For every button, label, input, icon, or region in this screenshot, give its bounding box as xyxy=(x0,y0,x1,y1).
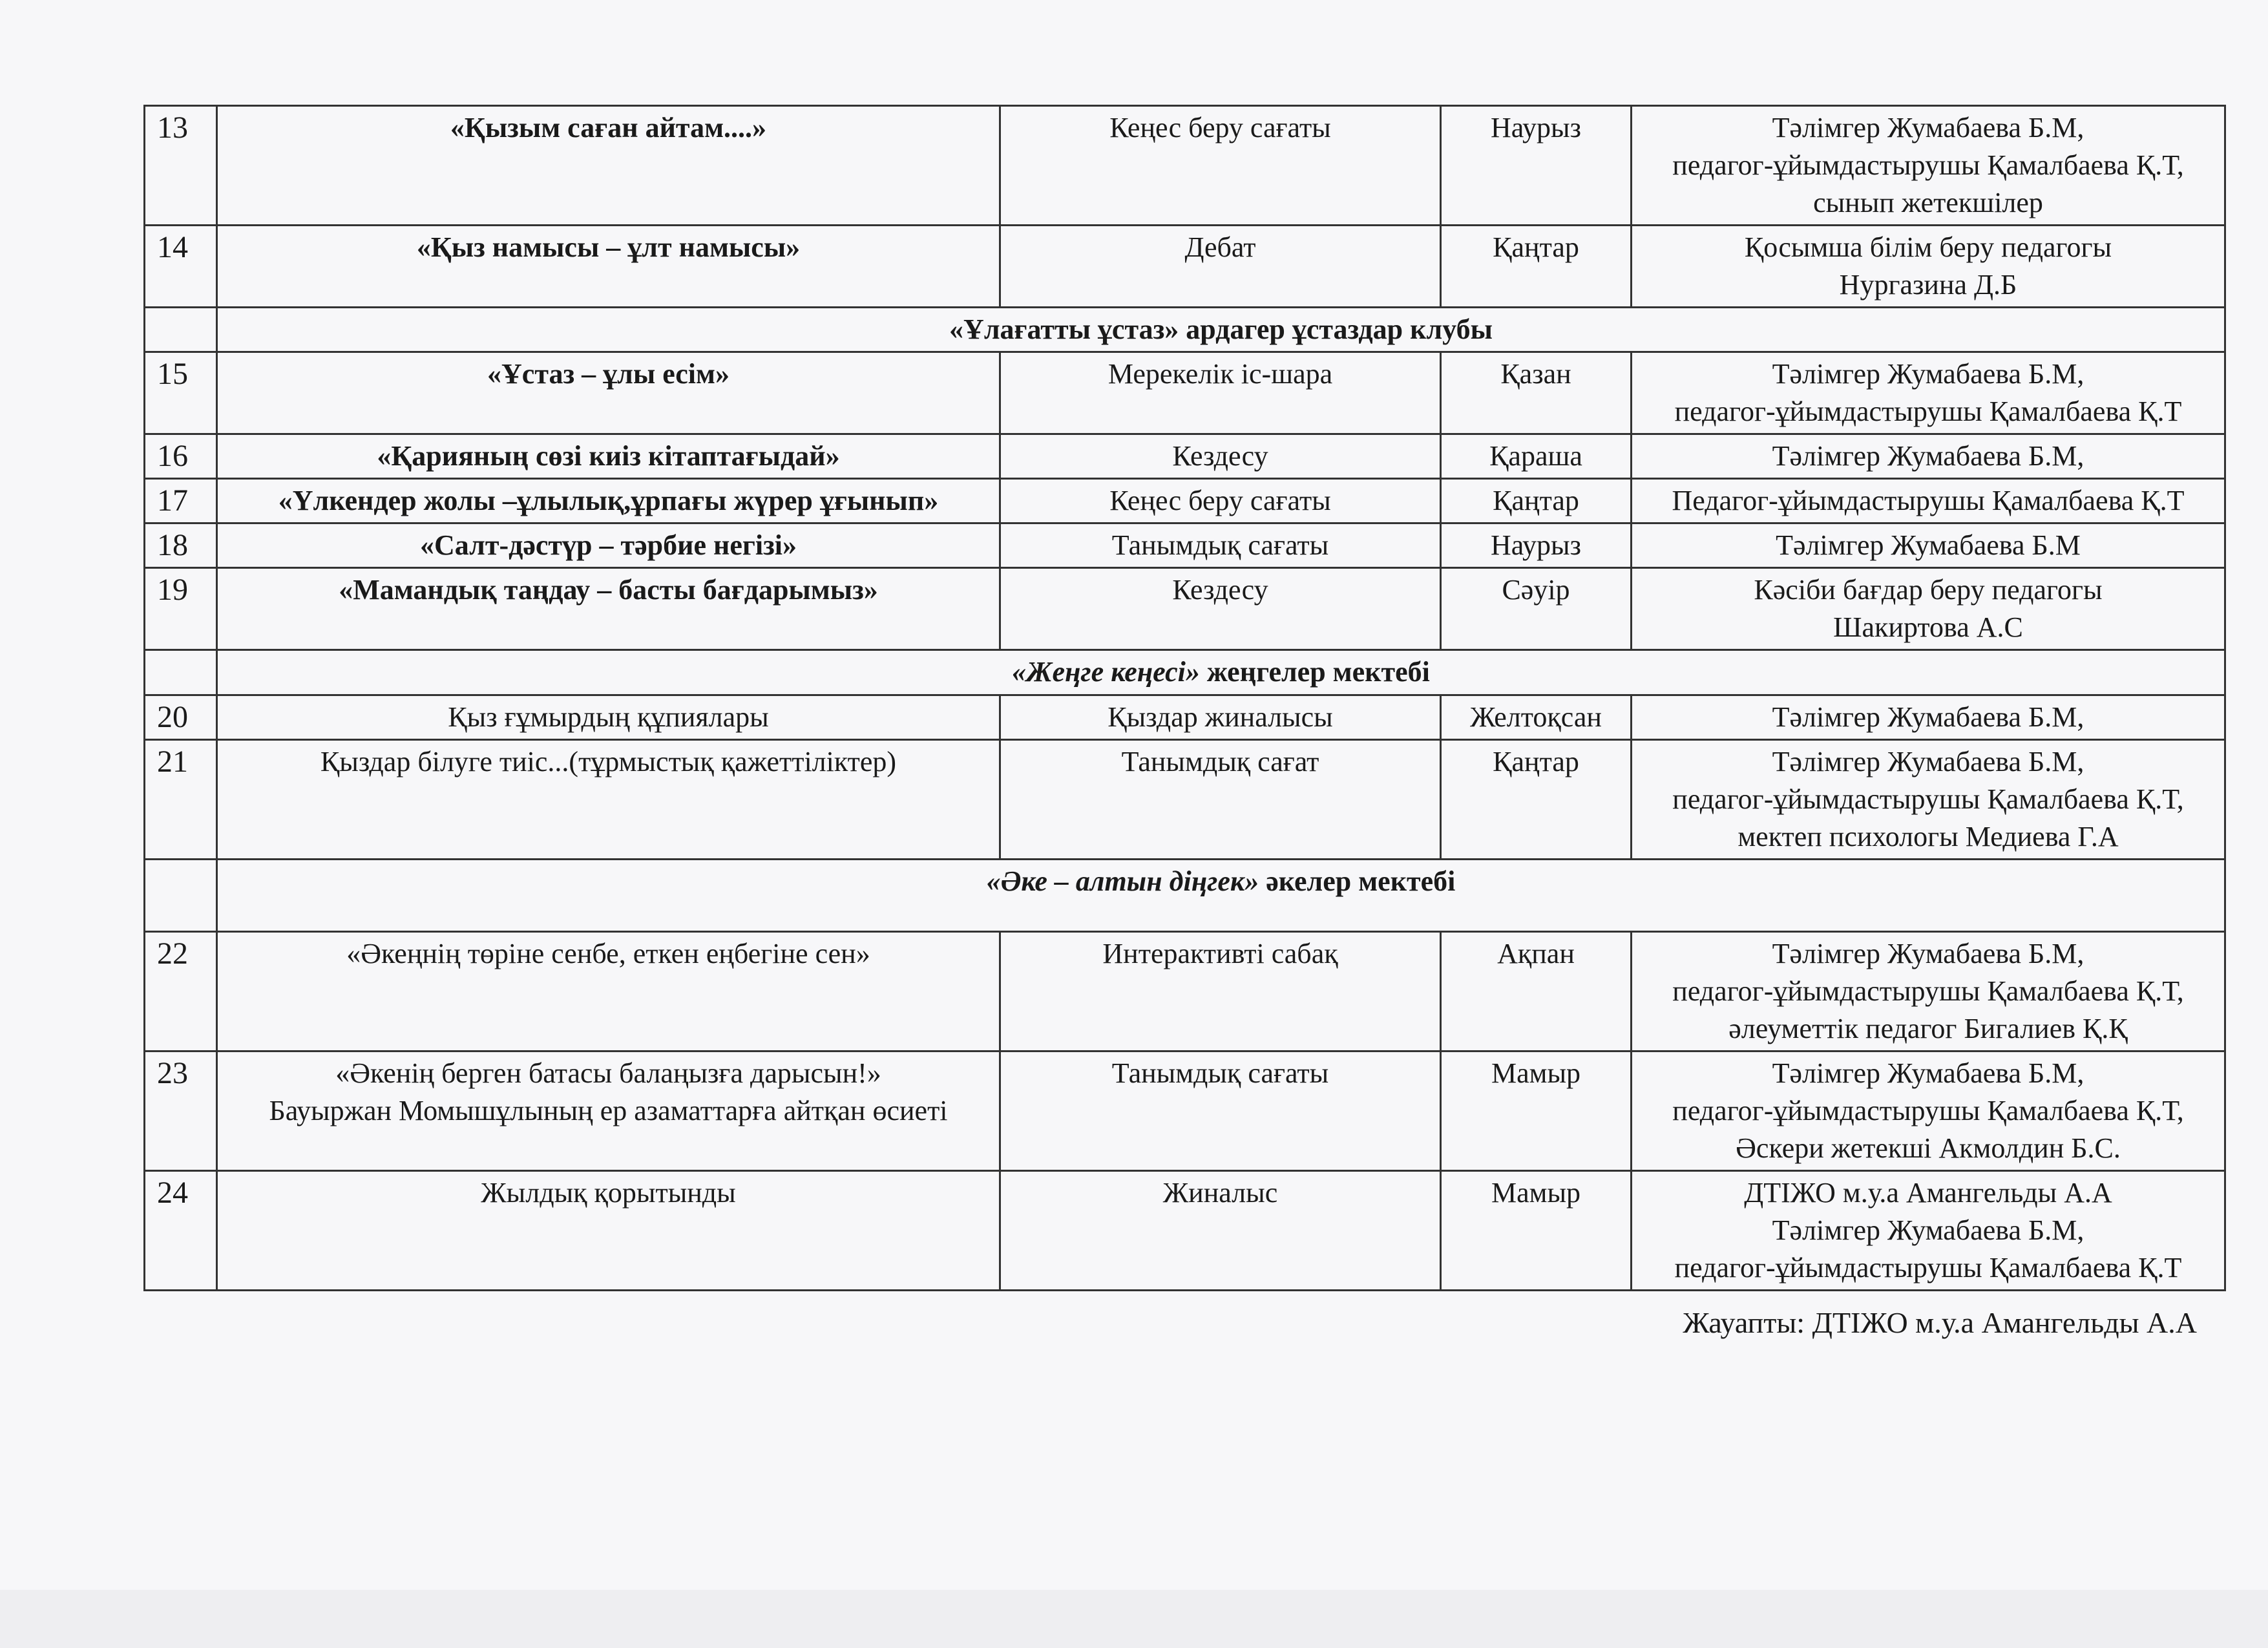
event-month: Қаңтар xyxy=(1441,226,1632,308)
section-empty-cell xyxy=(145,308,217,352)
section-empty-cell xyxy=(145,860,217,932)
event-form: Жиналыс xyxy=(1000,1171,1441,1291)
event-title: Жылдық қорытынды xyxy=(217,1171,1000,1291)
row-number: 14 xyxy=(145,226,217,308)
event-month: Мамыр xyxy=(1441,1171,1632,1291)
section-title xyxy=(217,650,2225,695)
row-number: 13 xyxy=(145,106,217,226)
row-number: 17 xyxy=(145,479,217,523)
event-responsible: Тәлімгер Жумабаева Б.М, педагог-ұйымдастырушы Қамалбаева Қ.Т xyxy=(1632,352,2225,434)
event-month: Мамыр xyxy=(1441,1051,1632,1171)
table-row xyxy=(145,352,2225,434)
event-responsible: Педагог-ұйымдастырушы Қамалбаева Қ.Т xyxy=(1632,479,2225,523)
event-responsible: Тәлімгер Жумабаева Б.М xyxy=(1632,523,2225,568)
table-row xyxy=(145,479,2225,523)
event-month: Наурыз xyxy=(1441,523,1632,568)
event-form: Кеңес беру сағаты xyxy=(1000,479,1441,523)
event-form: Интерактивті сабақ xyxy=(1000,932,1441,1051)
table-row xyxy=(145,740,2225,860)
event-form: Қыздар жиналысы xyxy=(1000,695,1441,740)
table-row xyxy=(145,523,2225,568)
event-form: Танымдық сағат xyxy=(1000,740,1441,860)
event-title: «Үлкендер жолы –ұлылық,ұрпағы жүрер ұғынып» xyxy=(217,479,1000,523)
section-title-text: «Ұлағатты ұстаз» ардагер ұстаздар клубы xyxy=(949,313,1493,345)
table-row xyxy=(145,1051,2225,1171)
row-number: 18 xyxy=(145,523,217,568)
event-responsible: Тәлімгер Жумабаева Б.М, xyxy=(1632,695,2225,740)
event-month: Наурыз xyxy=(1441,106,1632,226)
event-responsible: Тәлімгер Жумабаева Б.М, педагог-ұйымдастырушы Қамалбаева Қ.Т, Әскери жетекші Акмолдин Б.С. xyxy=(1632,1051,2225,1171)
row-number: 15 xyxy=(145,352,217,434)
event-responsible: Тәлімгер Жумабаева Б.М, педагог-ұйымдастырушы Қамалбаева Қ.Т, әлеуметтік педагог Бигалиев Қ.Қ xyxy=(1632,932,2225,1051)
event-responsible: Тәлімгер Жумабаева Б.М, xyxy=(1632,434,2225,479)
section-title-italic: «Әке – алтын діңгек» xyxy=(986,865,1259,897)
section-title xyxy=(217,860,2225,932)
event-form: Кездесу xyxy=(1000,434,1441,479)
table-row xyxy=(145,226,2225,308)
event-title: «Мамандық таңдау – басты бағдарымыз» xyxy=(217,568,1000,650)
event-title: Қыздар білуге тиіс...(тұрмыстық қажеттіліктер) xyxy=(217,740,1000,860)
section-title-text: әкелер мектебі xyxy=(1259,865,1456,897)
section-title-text: жеңгелер мектебі xyxy=(1199,656,1430,688)
plan-table xyxy=(143,105,2226,1291)
section-empty-cell xyxy=(145,650,217,695)
table-row xyxy=(145,1171,2225,1291)
event-title: «Қызым саған айтам....» xyxy=(217,106,1000,226)
event-form: Кездесу xyxy=(1000,568,1441,650)
row-number: 23 xyxy=(145,1051,217,1171)
event-month: Желтоқсан xyxy=(1441,695,1632,740)
responsible-footer: Жауапты: ДТІЖО м.у.а Амангельды А.А xyxy=(1683,1306,2197,1339)
event-responsible: Тәлімгер Жумабаева Б.М, педагог-ұйымдастырушы Қамалбаева Қ.Т, мектеп психологы Медиева Г.А xyxy=(1632,740,2225,860)
section-row xyxy=(145,650,2225,695)
event-month: Ақпан xyxy=(1441,932,1632,1051)
event-month: Қаңтар xyxy=(1441,740,1632,860)
table-row xyxy=(145,695,2225,740)
section-title xyxy=(217,308,2225,352)
event-month: Қазан xyxy=(1441,352,1632,434)
event-month: Қараша xyxy=(1441,434,1632,479)
event-form: Мерекелік іс-шара xyxy=(1000,352,1441,434)
event-responsible: Тәлімгер Жумабаева Б.М, педагог-ұйымдастырушы Қамалбаева Қ.Т, сынып жетекшілер xyxy=(1632,106,2225,226)
event-form: Танымдық сағаты xyxy=(1000,1051,1441,1171)
event-responsible: Қосымша білім беру педагогы Нургазина Д.Б xyxy=(1632,226,2225,308)
row-number: 20 xyxy=(145,695,217,740)
table-row xyxy=(145,434,2225,479)
row-number: 16 xyxy=(145,434,217,479)
table-row xyxy=(145,932,2225,1051)
row-number: 19 xyxy=(145,568,217,650)
row-number: 21 xyxy=(145,740,217,860)
event-title: «Қыз намысы – ұлт намысы» xyxy=(217,226,1000,308)
event-month: Сәуір xyxy=(1441,568,1632,650)
section-row xyxy=(145,308,2225,352)
event-title: «Ұстаз – ұлы есім» xyxy=(217,352,1000,434)
event-responsible: Кәсіби бағдар беру педагогы Шакиртова А.С xyxy=(1632,568,2225,650)
event-responsible: ДТІЖО м.у.а Амангельды А.А Тәлімгер Жумабаева Б.М, педагог-ұйымдастырушы Қамалбаева Қ.Т xyxy=(1632,1171,2225,1291)
event-form: Кеңес беру сағаты xyxy=(1000,106,1441,226)
event-title: «Қарияның сөзі киіз кітаптағыдай» xyxy=(217,434,1000,479)
row-number: 22 xyxy=(145,932,217,1051)
event-form: Дебат xyxy=(1000,226,1441,308)
section-title-italic: «Жеңге кеңесі» xyxy=(1012,656,1200,688)
event-form: Танымдық сағаты xyxy=(1000,523,1441,568)
event-title: «Әкенің берген батасы балаңызға дарысын!» Бауыржан Момышұлының ер азаматтарға айтқан өсиеті xyxy=(217,1051,1000,1171)
table-row xyxy=(145,568,2225,650)
table-row xyxy=(145,106,2225,226)
event-title: Қыз ғұмырдың құпиялары xyxy=(217,695,1000,740)
row-number: 24 xyxy=(145,1171,217,1291)
section-row xyxy=(145,860,2225,932)
event-month: Қаңтар xyxy=(1441,479,1632,523)
event-title: «Салт-дәстүр – тәрбие негізі» xyxy=(217,523,1000,568)
event-title: «Әкеңнің төріне сенбе, еткен еңбегіне сен» xyxy=(217,932,1000,1051)
